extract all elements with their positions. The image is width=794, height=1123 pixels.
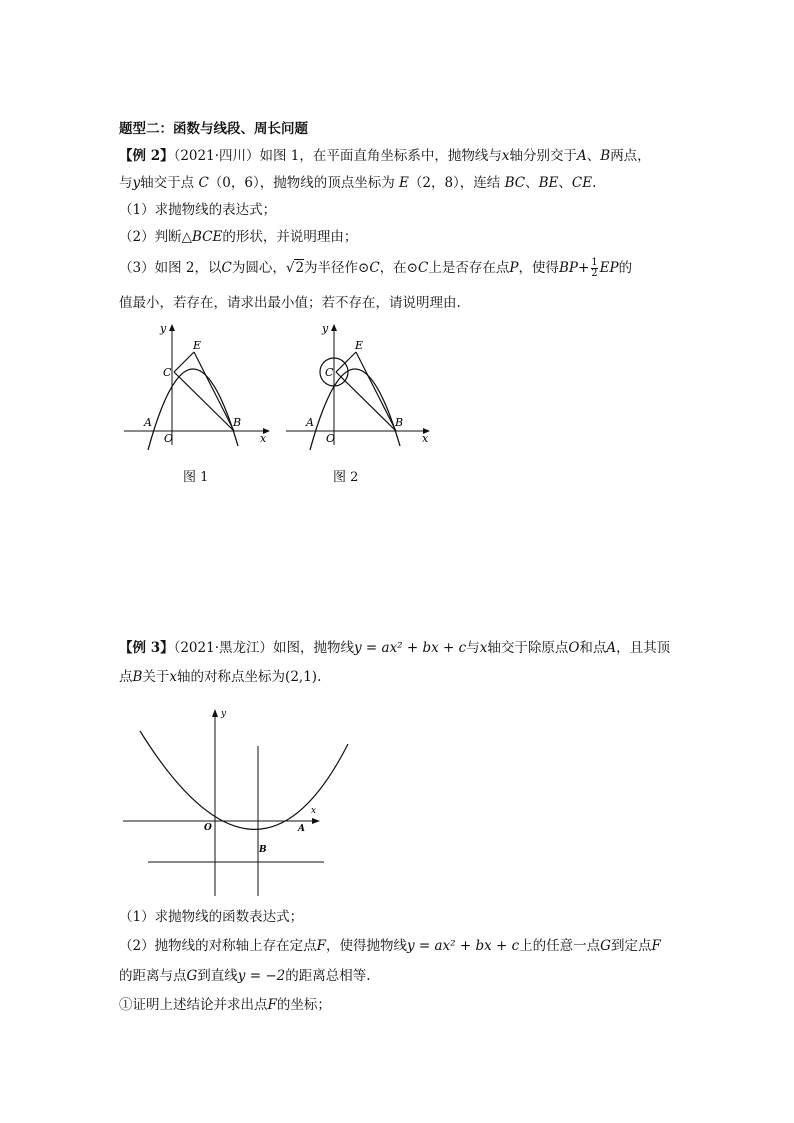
example3-source: （2021·黑龙江） [173,640,273,656]
example3-equation: y = ax² + bx + c [354,640,467,656]
fig1-parabola [148,369,238,450]
example2-stem-line2: 与y轴交于点 C（0，6），抛物线的顶点坐标为 E（2，8），连结 BC、BE、CE. [119,175,597,191]
example3-question2: （2）抛物线的对称轴上存在定点F，使得抛物线y = ax² + bx + c上的任意一点G到定点F [119,938,661,954]
example3-stem-line1: 【例 3】（2021·黑龙江）如图，抛物线y = ax² + bx + c与x轴交于除原点O和点A，且其顶 [119,640,671,656]
fig3-label-x: x [311,806,317,816]
example2-question1: （1）求抛物线的表达式； [119,202,277,218]
figure-1 [120,320,280,450]
fig1-label-x: x [260,432,267,445]
example2-question3-line2: 值最小，若存在，请求出最小值；若不存在，请说明理由. [119,295,461,311]
fig1-segment-BE [194,352,234,431]
section-title: 题型二：函数与线段、周长问题 [119,121,308,137]
fig3-label-A: A [298,824,305,834]
example2-question2: （2）判断△BCE的形状，并说明理由； [119,229,358,245]
fig3-label-y: y [221,709,227,719]
fig2-label-B: B [395,416,404,429]
fig3-label-B: B [259,845,267,855]
figure-3 [120,706,360,898]
example3-tag: 【例 3】 [119,640,174,656]
example3-question2-line2: 的距离与点G到直线y = −2的距离总相等. [119,968,371,984]
fig1-label-C: C [163,366,172,379]
fig1-label-E: E [193,339,202,352]
fig2-label-x: x [422,432,429,445]
fig3-label-O: O [204,823,212,833]
example3-subquestion1: ①证明上述结论并求出点F的坐标； [119,997,331,1013]
example2-question3: （3）如图 2，以C为圆心，√2为半径作⊙C，在⊙C上是否存在点P，使得BP+ $\frac{1}{2}$ EP的 [119,257,633,279]
fig3-y-arrow [212,709,218,717]
sqrt-two: 2 [295,260,305,276]
fig3-x-arrow [312,818,320,824]
fig1-y-arrow [169,324,175,331]
fig2-segment-BC [336,372,396,431]
fraction-half: $\frac{1}{2}$ [591,257,598,279]
example3-question1: （1）求抛物线的函数表达式； [119,909,304,925]
example2-tag: 【例 2】 [119,148,174,164]
figure-1-caption: 图 1 [183,470,209,485]
fig1-label-B: B [233,416,242,429]
example2-source: （2021·四川） [173,148,260,164]
example3-stem-line2: 点B关于x轴的对称点坐标为(2,1). [119,669,322,685]
fig1-segment-BC [174,372,234,431]
fig1-label-y: y [160,322,167,335]
figure-2-caption: 图 2 [333,470,359,485]
fig3-parabola [140,731,348,829]
fig2-label-y: y [322,322,329,335]
fig1-label-A: A [144,416,152,429]
figure-2 [282,320,442,450]
fig2-y-arrow [331,324,337,331]
fig1-label-O: O [164,432,174,445]
example2-stem-line1: 【例 2】（2021·四川）如图 1，在平面直角坐标系中，抛物线与x轴分别交于A、B两点， [119,148,651,164]
fig2-segment-BE [356,352,396,431]
fig2-label-O: O [326,432,336,445]
fig2-label-A: A [306,416,314,429]
fig2-label-E: E [355,339,364,352]
fig2-label-C: C [325,366,334,379]
